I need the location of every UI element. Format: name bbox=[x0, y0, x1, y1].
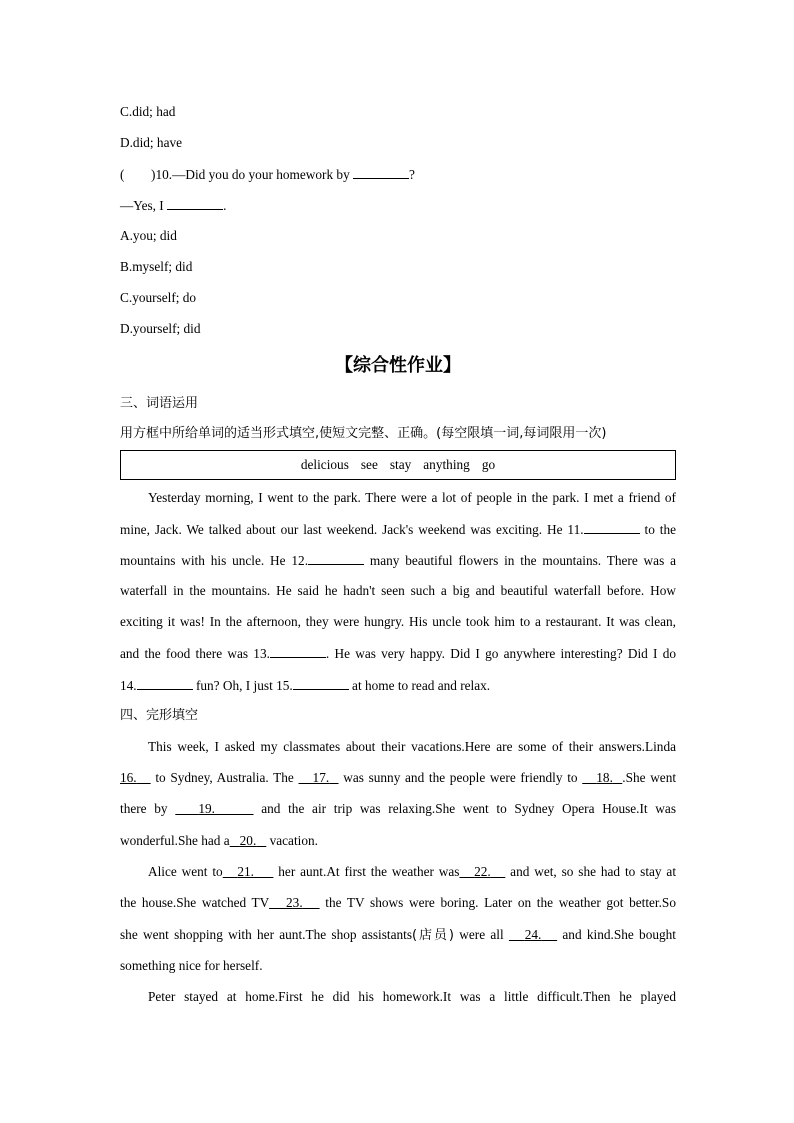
blank-14 bbox=[137, 677, 193, 690]
cloze-text: Alice went to bbox=[148, 864, 223, 879]
cloze-text: were all bbox=[459, 927, 504, 942]
blank-15 bbox=[293, 677, 349, 690]
cloze-line: This week, I asked my classmates about their vacations.Here are some of their answers.Linda bbox=[148, 739, 676, 754]
blank-number: 18. bbox=[596, 770, 613, 785]
q9-option-d: D.did; have bbox=[120, 135, 183, 150]
part3-heading: 三、词语运用 bbox=[120, 396, 199, 411]
blank-11 bbox=[584, 521, 640, 534]
passage-text: mountains with his uncle. He 12. bbox=[120, 553, 309, 568]
passage-line: exciting it was! In the afternoon, they were hungry. His uncle took him to a restaurant. It was clean, bbox=[120, 614, 676, 629]
passage-line: Yesterday morning, I went to the park. There were a lot of people in the park. I met a friend of bbox=[148, 490, 676, 505]
passage-line: waterfall in the mountains. He said he hadn't seen such a big and beautiful waterfall before. How bbox=[120, 583, 676, 598]
passage-line bbox=[120, 677, 490, 694]
word-option: delicious bbox=[300, 457, 349, 472]
blank bbox=[353, 166, 409, 179]
cloze-line bbox=[120, 833, 318, 849]
cloze-line: Peter stayed at home.First he did his homework.It was a little difficult.Then he played bbox=[148, 989, 676, 1004]
cloze-blank-24 bbox=[509, 927, 557, 942]
blank bbox=[167, 197, 223, 210]
word-option: see bbox=[360, 457, 378, 472]
cloze-text: there by bbox=[120, 801, 168, 816]
passage-text: fun? Oh, I just 15. bbox=[195, 678, 293, 693]
word-option: stay bbox=[389, 457, 412, 472]
cloze-line bbox=[120, 864, 676, 880]
cloze-text: and the air trip was relaxing.She went to Sydney Opera House.It was bbox=[261, 801, 676, 816]
cloze-text: wonderful.She had a bbox=[120, 833, 230, 848]
word-option: go bbox=[481, 457, 496, 472]
q10-answer-end: . bbox=[223, 198, 227, 213]
cloze-blank-23 bbox=[269, 895, 320, 910]
cloze-text: .She went bbox=[622, 770, 677, 785]
cloze-blank-22 bbox=[459, 864, 505, 879]
q10-answer-start: —Yes, I bbox=[120, 198, 164, 213]
q10-option-b: B.myself; did bbox=[120, 259, 193, 274]
blank-number: 22. bbox=[474, 864, 491, 879]
cloze-line: something nice for herself. bbox=[120, 958, 263, 973]
blank-number: 21. bbox=[237, 864, 254, 879]
cloze-line bbox=[120, 770, 676, 786]
q10-question bbox=[120, 166, 415, 183]
passage-text: 14. bbox=[120, 678, 137, 693]
q10-answer-line bbox=[120, 197, 226, 214]
blank-number: 20. bbox=[239, 833, 257, 848]
blank-number: 16. bbox=[120, 770, 137, 785]
passage-text: at home to read and relax. bbox=[352, 678, 491, 693]
blank-number: 24. bbox=[524, 927, 542, 942]
passage-text: . He was very happy. Did I go anywhere interesting? Did I do bbox=[325, 646, 676, 661]
passage-text: many beautiful flowers in the mountains. There was a bbox=[369, 553, 676, 568]
cloze-text: and wet, so she had to stay at bbox=[510, 864, 677, 879]
q10-stem: 10.—Did you do your homework by bbox=[155, 167, 350, 182]
cloze-text: the house.She watched TV bbox=[120, 895, 270, 910]
blank-12 bbox=[308, 552, 364, 565]
cloze-blank-16 bbox=[120, 770, 151, 785]
passage-line bbox=[120, 645, 676, 662]
passage-text: mine, Jack. We talked about our last weekend. Jack's weekend was exciting. He 11. bbox=[120, 522, 584, 537]
cloze-line bbox=[120, 895, 676, 911]
cloze-blank-18 bbox=[582, 770, 622, 785]
cloze-text: vacation. bbox=[269, 833, 318, 848]
cloze-text: to Sydney, Australia. The bbox=[155, 770, 294, 785]
cloze-blank-17 bbox=[299, 770, 339, 785]
q10-option-c: C.yourself; do bbox=[120, 290, 197, 305]
blank-number: 23. bbox=[286, 895, 303, 910]
q9-option-c: C.did; had bbox=[120, 104, 176, 119]
cloze-text: was sunny and the people were friendly to bbox=[343, 770, 578, 785]
q10-option-d: D.yourself; did bbox=[120, 321, 201, 336]
cloze-blank-19 bbox=[175, 801, 253, 816]
cloze-blank-20 bbox=[230, 833, 267, 848]
passage-line bbox=[120, 521, 676, 538]
word-option: anything bbox=[423, 457, 470, 472]
cloze-blank-21 bbox=[223, 864, 274, 879]
cloze-text: the TV shows were boring. Later on the weather got better.So bbox=[325, 895, 676, 910]
cloze-line bbox=[120, 801, 676, 817]
passage-line bbox=[120, 552, 676, 569]
cloze-line bbox=[120, 927, 676, 944]
passage-text: and the food there was 13. bbox=[120, 646, 270, 661]
cloze-text: her aunt.At first the weather was bbox=[278, 864, 460, 879]
passage-text: to the bbox=[644, 522, 676, 537]
blank-13 bbox=[270, 645, 326, 658]
cloze-text: and kind.She bought bbox=[562, 927, 676, 942]
blank-number: 17. bbox=[312, 770, 330, 785]
section-title: 【综合性作业】 bbox=[335, 355, 461, 376]
cloze-text: (店员) bbox=[412, 928, 454, 943]
word-box bbox=[120, 450, 676, 480]
q10-option-a: A.you; did bbox=[120, 228, 177, 243]
part3-instruction: 用方框中所给单词的适当形式填空,使短文完整、正确。(每空限填一词,每词限用一次) bbox=[120, 426, 607, 441]
cloze-text: she went shopping with her aunt.The shop assistants bbox=[120, 927, 413, 942]
blank-number: 19. bbox=[198, 801, 215, 816]
answer-parenthesis: ( ) bbox=[120, 167, 156, 182]
part4-heading: 四、完形填空 bbox=[120, 708, 199, 723]
q10-stem-end: ? bbox=[409, 167, 415, 182]
